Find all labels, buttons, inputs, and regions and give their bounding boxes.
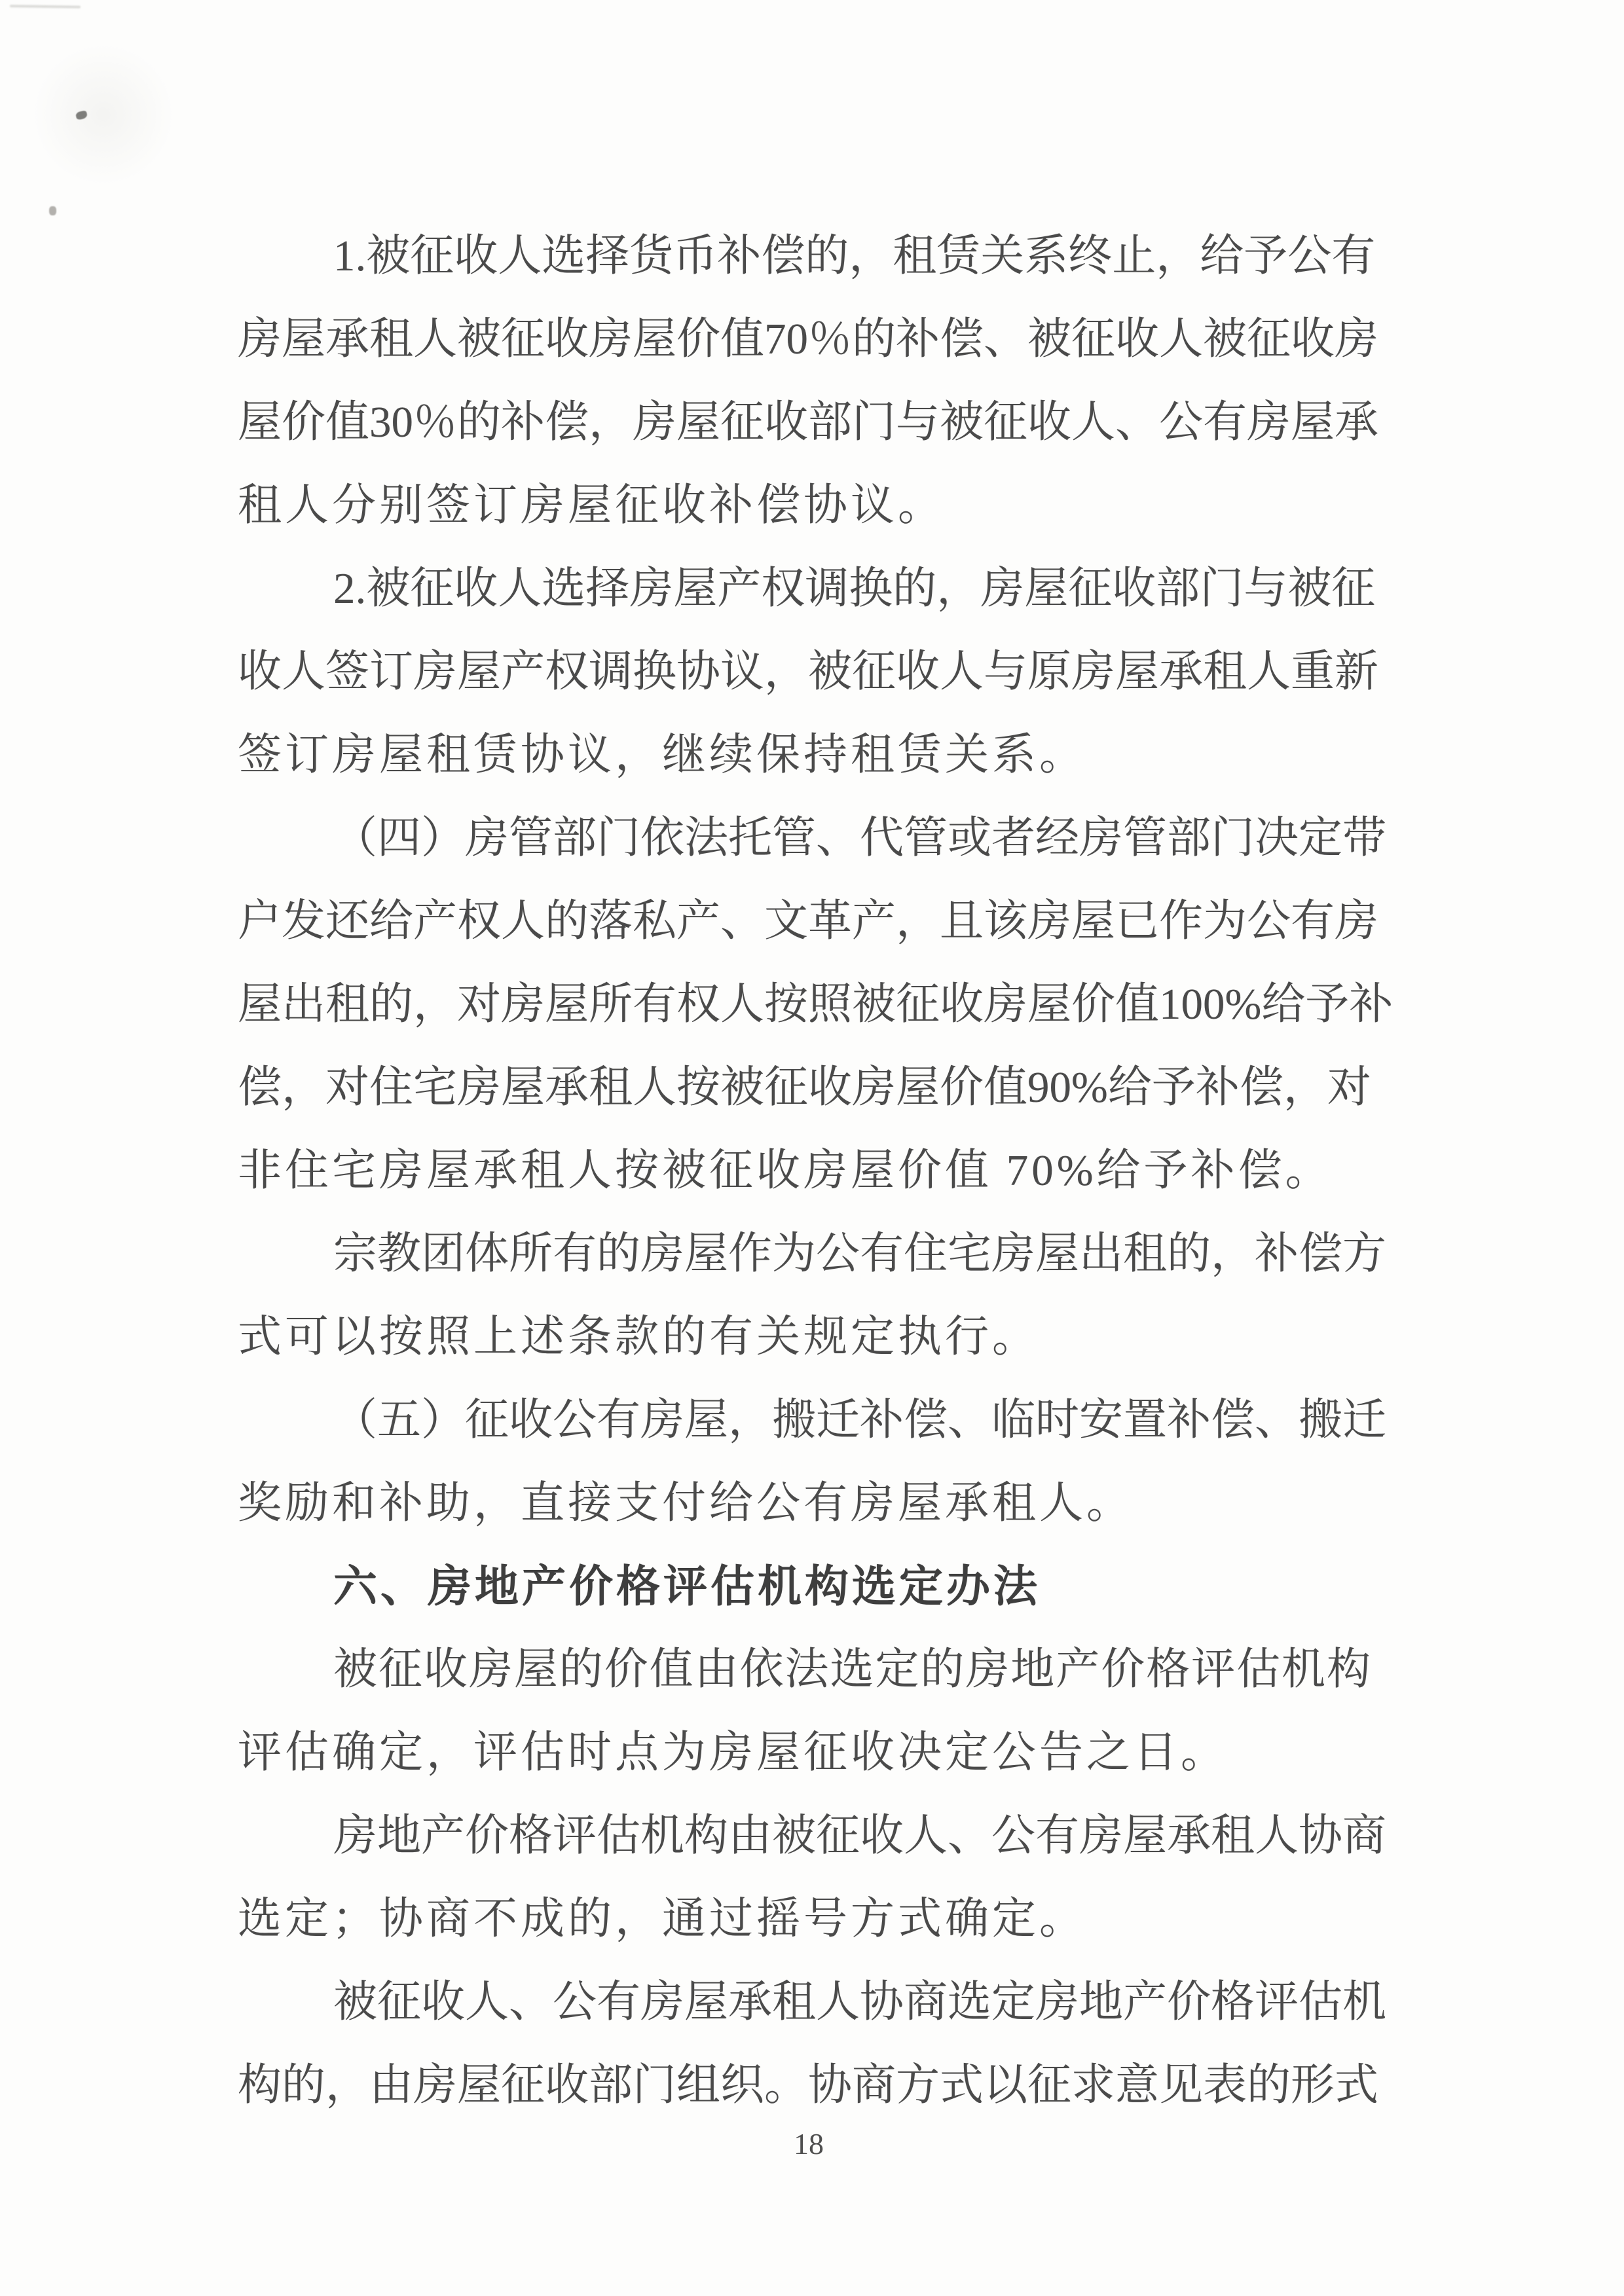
text-line: 收 人 签 订 房 屋 产 权 调 换 协 议 ， 被 征 收 人 与 原 房 屋 承 租 人 重 新 bbox=[238, 647, 1378, 696]
text-line: （ 四 ） 房 管 部 门 依 法 托 管 、 代 管 或 者 经 房 管 部 门 决 定 带 bbox=[333, 814, 1386, 862]
text-line: 式可以按照上述条款的有关规定执行。 bbox=[238, 1313, 1039, 1361]
text-line: 屋 出 租 的 ， 对 房 屋 所 有 权 人 按 照 被 征 收 房 屋 价 值 100% 给 予 补 bbox=[238, 980, 1393, 1029]
text-line: 奖励和补助，直接支付给公有房屋承租人。 bbox=[238, 1479, 1134, 1527]
text-line: 房 地 产 价 格 评 估 机 构 由 被 征 收 人 、 公 有 房 屋 承 租 人 协 商 bbox=[333, 1812, 1386, 1860]
text-line: 签订房屋租赁协议，继续保持租赁关系。 bbox=[238, 731, 1086, 779]
text-line: 构 的 ， 由 房 屋 征 收 部 门 组 织 。 协 商 方 式 以 征 求 意 见 表 的 形 式 bbox=[238, 2061, 1378, 2109]
text-line: 宗 教 团 体 所 有 的 房 屋 作 为 公 有 住 宅 房 屋 出 租 的 ， 补 偿 方 bbox=[333, 1230, 1386, 1278]
page-number: 18 bbox=[794, 2127, 824, 2160]
scan-artifact-smudge bbox=[5, 16, 202, 213]
text-line: 非住宅房屋承租人按被征收房屋价值 70%给予补偿。 bbox=[238, 1146, 1333, 1195]
text-line: 户 发 还 给 产 权 人 的 落 私 产 、 文 革 产 ， 且 该 房 屋 已 作 为 公 有 房 bbox=[238, 897, 1378, 945]
text-line: 房 屋 承 租 人 被 征 收 房 屋 价 值 70 ％ 的 补 偿 、 被 征 收 人 被 征 收 房 bbox=[238, 315, 1378, 363]
text-line: 偿 ， 对 住 宅 房 屋 承 租 人 按 被 征 收 房 屋 价 值 90% 给 予 补 偿 ， 对 bbox=[238, 1063, 1371, 1112]
text-line: 租人分别签订房屋征收补偿协议。 bbox=[238, 481, 945, 530]
scan-artifact-mark bbox=[49, 206, 56, 215]
text-line: （ 五 ） 征 收 公 有 房 屋 ， 搬 迁 补 偿 、 临 时 安 置 补 偿 、 搬 迁 bbox=[333, 1396, 1386, 1444]
text-line: 评估确定，评估时点为房屋征收决定公告之日。 bbox=[238, 1728, 1228, 1777]
document-body bbox=[238, 215, 1393, 2127]
section-heading: 六、房地产价格评估机构选定办法 bbox=[333, 1562, 1041, 1611]
scan-artifact-streak bbox=[10, 5, 81, 9]
text-line: 被 征 收 人 、 公 有 房 屋 承 租 人 协 商 选 定 房 地 产 价 格 评 估 机 bbox=[333, 1978, 1386, 2026]
text-line: 被 征 收 房 屋 的 价 值 由 依 法 选 定 的 房 地 产 价 格 评 估 机 构 bbox=[333, 1645, 1371, 1694]
text-line: 2. 被 征 收 人 选 择 房 屋 产 权 调 换 的 ， 房 屋 征 收 部 门 与 被 征 bbox=[333, 564, 1376, 613]
text-line: 1. 被 征 收 人 选 择 货 币 补 偿 的 ， 租 赁 关 系 终 止 ， 给 予 公 有 bbox=[333, 232, 1376, 280]
text-line: 选定；协商不成的，通过摇号方式确定。 bbox=[238, 1895, 1086, 1943]
text-line: 屋 价 值 30 ％ 的 补 偿 ， 房 屋 征 收 部 门 与 被 征 收 人 、 公 有 房 屋 承 bbox=[238, 398, 1378, 446]
